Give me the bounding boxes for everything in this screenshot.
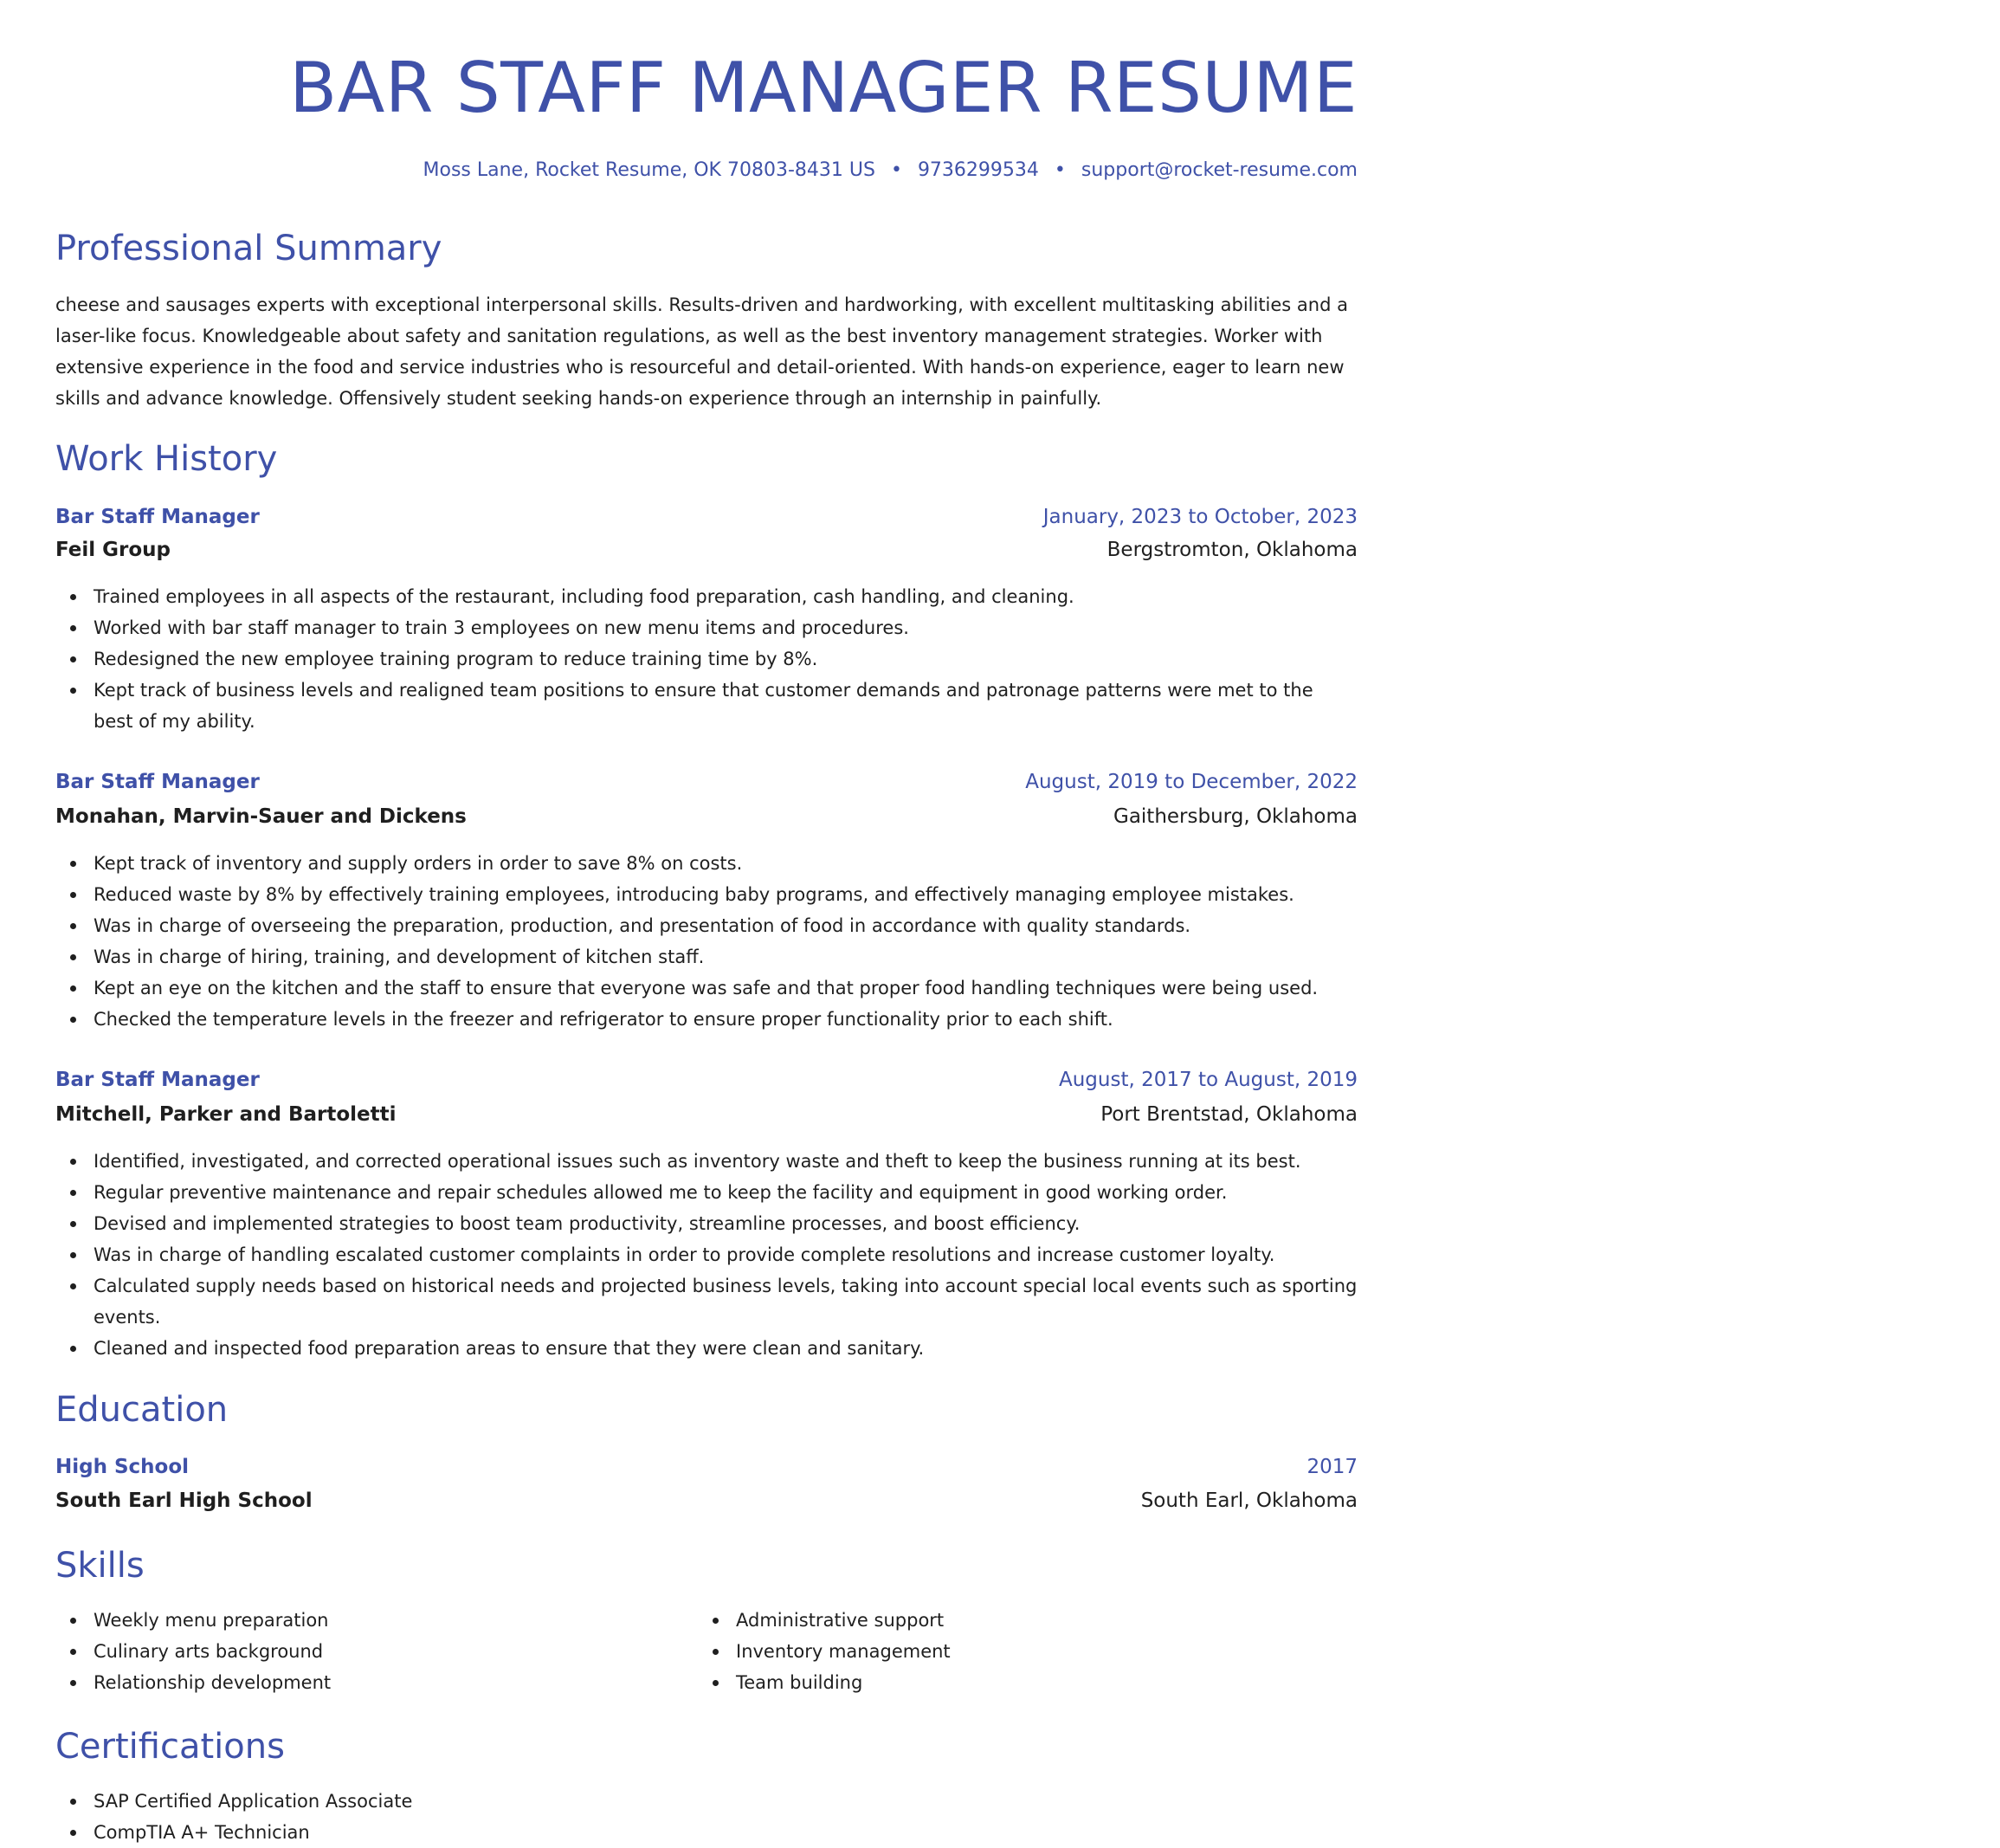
list-item: Was in charge of hiring, training, and development of kitchen staff. bbox=[55, 941, 1358, 972]
list-item: Was in charge of overseeing the preparation, production, and presentation of food in accordance with quality standards. bbox=[55, 910, 1358, 941]
job-employer bbox=[55, 534, 1358, 565]
contact-email[interactable]: support@rocket-resume.com bbox=[1081, 159, 1358, 181]
education-header bbox=[55, 1451, 1358, 1483]
education-location: South Earl, Oklahoma bbox=[1140, 1489, 1358, 1512]
list-item: Kept an eye on the kitchen and the staff to ensure that everyone was safe and that proper food handling techniques were being used. bbox=[55, 972, 1358, 1004]
education-degree: High School bbox=[55, 1456, 190, 1478]
contact-separator: • bbox=[890, 159, 902, 181]
list-item: CompTIA A+ Technician bbox=[55, 1817, 1358, 1848]
education-school-row bbox=[55, 1485, 1358, 1516]
job-dates: August, 2017 to August, 2019 bbox=[1059, 1069, 1358, 1091]
contact-phone: 9736299534 bbox=[917, 159, 1039, 181]
job-header bbox=[55, 501, 1358, 533]
education-year: 2017 bbox=[1306, 1456, 1358, 1478]
job-title: Bar Staff Manager bbox=[55, 506, 260, 528]
job-location: Gaithersburg, Oklahoma bbox=[1113, 805, 1358, 828]
job-location: Port Brentstad, Oklahoma bbox=[1100, 1103, 1358, 1126]
education-heading: Education bbox=[55, 1390, 229, 1430]
list-item: Worked with bar staff manager to train 3 employees on new menu items and procedures. bbox=[55, 612, 1358, 643]
job-dates: January, 2023 to October, 2023 bbox=[1042, 506, 1358, 528]
contact-line bbox=[423, 157, 1358, 184]
job-dates: August, 2019 to December, 2022 bbox=[1025, 771, 1358, 793]
job-title: Bar Staff Manager bbox=[55, 1069, 260, 1091]
list-item: Was in charge of handling escalated customer complaints in order to provide complete resolutions and increase customer loyalty. bbox=[55, 1239, 1358, 1270]
job-bullets bbox=[55, 1146, 1358, 1364]
list-item: Culinary arts background bbox=[55, 1636, 1358, 1667]
certifications-heading: Certifications bbox=[55, 1727, 285, 1767]
job-employer bbox=[55, 801, 1358, 832]
contact-address: Moss Lane, Rocket Resume, OK 70803-8431 US bbox=[423, 159, 875, 181]
job-bullets bbox=[55, 848, 1358, 1035]
job-location: Bergstromton, Oklahoma bbox=[1106, 539, 1358, 561]
summary-text: cheese and sausages experts with exceptional interpersonal skills. Results-driven and hardworking, with excellent multitasking abilities and a laser-like focus. Knowledgeable about safety and sanitation regulations, as well as the best inventory management strategies. Worker with extensive experience in the food and service industries who is resourceful and detail-oriented. With hands-on experience, eager to learn new skills and advance knowledge. Offensively student seeking hands-on experience through an internship in painfully. bbox=[55, 294, 1348, 409]
skills-list-right bbox=[698, 1605, 2000, 1698]
job-employer bbox=[55, 1099, 1358, 1130]
list-item: Kept track of business levels and realigned team positions to ensure that customer demands and patronage patterns were met to the best of my ability. bbox=[55, 675, 1358, 737]
list-item: SAP Certified Application Associate bbox=[55, 1786, 1358, 1817]
list-item: Regular preventive maintenance and repair schedules allowed me to keep the facility and equipment in good working order. bbox=[55, 1177, 1358, 1208]
education-school: South Earl High School bbox=[55, 1489, 313, 1512]
job-title: Bar Staff Manager bbox=[55, 771, 260, 793]
job-header bbox=[55, 1064, 1358, 1095]
skills-heading: Skills bbox=[55, 1546, 145, 1586]
summary-heading: Professional Summary bbox=[55, 229, 442, 268]
list-item: Team building bbox=[698, 1667, 2000, 1698]
job-company: Mitchell, Parker and Bartoletti bbox=[55, 1103, 397, 1126]
list-item: Inventory management bbox=[698, 1636, 2000, 1667]
list-item: Administrative support bbox=[698, 1605, 2000, 1636]
list-item: Identified, investigated, and corrected operational issues such as inventory waste and theft to keep the business running at its best. bbox=[55, 1146, 1358, 1177]
list-item: Calculated supply needs based on historical needs and projected business levels, taking into account special local events such as sporting events. bbox=[55, 1270, 1358, 1333]
resume-page bbox=[55, 0, 1358, 1843]
job-company: Feil Group bbox=[55, 539, 171, 561]
contact-separator: • bbox=[1054, 159, 1066, 181]
list-item: Weekly menu preparation bbox=[55, 1605, 1358, 1636]
certifications-list bbox=[55, 1786, 1358, 1848]
list-item: Redesigned the new employee training program to reduce training time by 8%. bbox=[55, 643, 1358, 675]
list-item: Cleaned and inspected food preparation areas to ensure that they were clean and sanitary. bbox=[55, 1333, 1358, 1364]
list-item: Checked the temperature levels in the freezer and refrigerator to ensure proper functionality prior to each shift. bbox=[55, 1004, 1358, 1035]
resume-title: BAR STAFF MANAGER RESUME bbox=[289, 48, 1358, 128]
work-history-heading: Work History bbox=[55, 439, 278, 479]
list-item: Relationship development bbox=[55, 1667, 1358, 1698]
list-item: Devised and implemented strategies to boost team productivity, streamline processes, and boost efficiency. bbox=[55, 1208, 1358, 1239]
list-item: Reduced waste by 8% by effectively training employees, introducing baby programs, and effectively managing employee mistakes. bbox=[55, 879, 1358, 910]
list-item: Kept track of inventory and supply orders in order to save 8% on costs. bbox=[55, 848, 1358, 879]
job-header bbox=[55, 766, 1358, 798]
list-item: Trained employees in all aspects of the restaurant, including food preparation, cash handling, and cleaning. bbox=[55, 581, 1358, 612]
job-bullets bbox=[55, 581, 1358, 737]
job-company: Monahan, Marvin-Sauer and Dickens bbox=[55, 805, 467, 828]
